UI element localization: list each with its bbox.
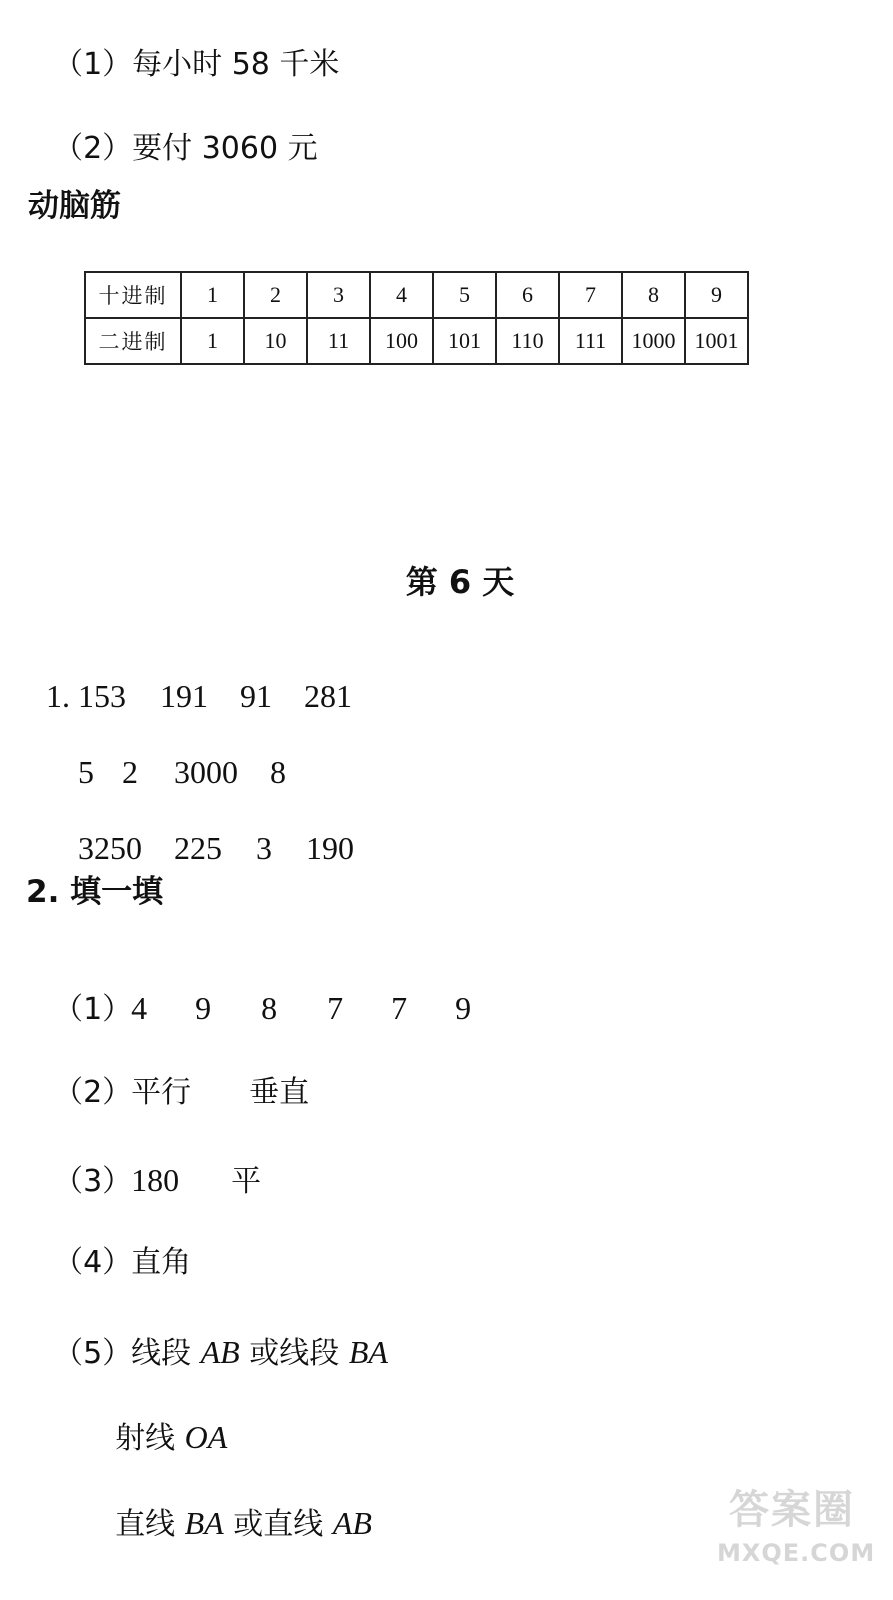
answer-1-label: （1）: [53, 47, 133, 82]
table-cell: 10: [244, 318, 307, 364]
day-title: 第 6 天: [405, 563, 515, 601]
watermark-logo: [717, 1478, 876, 1588]
table-cell: 101: [433, 318, 496, 364]
q1-value: 3000: [174, 754, 238, 790]
table-row-decimal: [85, 272, 748, 318]
q1-value: 153: [78, 678, 126, 714]
q2-item-2-answer-b: 垂直: [249, 1075, 310, 1110]
q1-row-2: [62, 724, 286, 788]
table-cell: 11: [307, 318, 370, 364]
table-cell: 6: [496, 272, 559, 318]
q1-value: 190: [306, 830, 354, 866]
table-row-binary: [85, 318, 748, 364]
q2-item-4: [34, 1218, 191, 1278]
table-cell: 8: [622, 272, 685, 318]
answer-2-label: （2）: [53, 131, 133, 166]
q1-value: 3250: [78, 830, 142, 866]
q1-value: 3: [256, 830, 272, 866]
q2-item-3-answer-a: 180: [131, 1162, 180, 1198]
table-cell: 7: [559, 272, 622, 318]
q1-value: 8: [270, 754, 286, 790]
q2-item-5-text: 直线: [115, 1507, 176, 1542]
q1-value: 225: [174, 830, 222, 866]
q2-item-5-text: 或线段: [249, 1336, 340, 1371]
table-header-decimal: 十进制: [85, 272, 181, 318]
watermark-cn: 答案圈: [729, 1487, 855, 1533]
q2-item-5-text: 或直线: [233, 1507, 324, 1542]
table-cell: 1: [181, 318, 244, 364]
answer-2: [34, 104, 318, 164]
q1-row-3: [62, 800, 354, 864]
q2-item-5-text: 射线: [115, 1421, 176, 1456]
q1-value: 191: [160, 678, 208, 714]
q2-item-5-line-1: [34, 1306, 388, 1369]
q2-item-5-var: BA: [348, 1334, 388, 1370]
answer-2-text: 要付 3060 元: [132, 131, 318, 166]
q1-label: 1.: [46, 678, 70, 714]
q1-value: 5: [78, 754, 94, 790]
q2-item-5-var: AB: [332, 1505, 372, 1541]
table-cell: 9: [685, 272, 748, 318]
q1-value: 2: [122, 754, 138, 790]
table-cell: 110: [496, 318, 559, 364]
q2-item-1-value: 8: [261, 990, 278, 1026]
table-cell: 1001: [685, 318, 748, 364]
q2-item-4-label: （4）: [53, 1245, 133, 1280]
q2-item-5-line-2: [96, 1391, 227, 1454]
q2-heading: 2. 填一填: [26, 874, 164, 910]
q2-item-1-value: 4: [131, 990, 148, 1026]
q1-value: 91: [240, 678, 272, 714]
q2-item-1-value: 7: [327, 990, 344, 1026]
q2-item-5-label: （5）: [53, 1336, 133, 1371]
q2-item-4-answer: 直角: [131, 1245, 192, 1280]
q2-item-1: [34, 962, 471, 1025]
table-header-binary: 二进制: [85, 318, 181, 364]
q2-item-5-var: BA: [184, 1505, 224, 1541]
q2-item-1-value: 9: [195, 990, 212, 1026]
q1-value: 281: [304, 678, 352, 714]
q2-item-5-var: AB: [200, 1334, 240, 1370]
table-cell: 2: [244, 272, 307, 318]
q2-item-2-answer-a: 平行: [131, 1075, 192, 1110]
q2-item-3-answer-b: 平: [231, 1164, 262, 1199]
q2-item-5-text: 线段: [131, 1336, 192, 1371]
table-cell: 3: [307, 272, 370, 318]
watermark-en: MXQE.COM: [717, 1539, 876, 1567]
q2-item-5-line-3: [96, 1477, 372, 1540]
table-cell: 111: [559, 318, 622, 364]
table-cell: 100: [370, 318, 433, 364]
table-cell: 5: [433, 272, 496, 318]
q2-item-1-label: （1）: [53, 992, 133, 1027]
answer-1: [34, 20, 339, 80]
table-cell: 4: [370, 272, 433, 318]
table-cell: 1: [181, 272, 244, 318]
q2-item-5-var: OA: [184, 1419, 228, 1455]
q1-row-1: [30, 648, 352, 712]
q2-item-3-label: （3）: [53, 1164, 133, 1199]
table-cell: 1000: [622, 318, 685, 364]
answer-1-text: 每小时 58 千米: [132, 47, 340, 82]
q2-item-2-label: （2）: [53, 1075, 133, 1110]
q2-item-3: [34, 1134, 261, 1197]
base-conversion-table: [84, 271, 749, 365]
q2-item-1-value: 7: [391, 990, 408, 1026]
brain-heading: 动脑筋: [28, 188, 121, 224]
q2-item-1-value: 9: [455, 990, 472, 1026]
q2-item-2: [34, 1048, 309, 1108]
